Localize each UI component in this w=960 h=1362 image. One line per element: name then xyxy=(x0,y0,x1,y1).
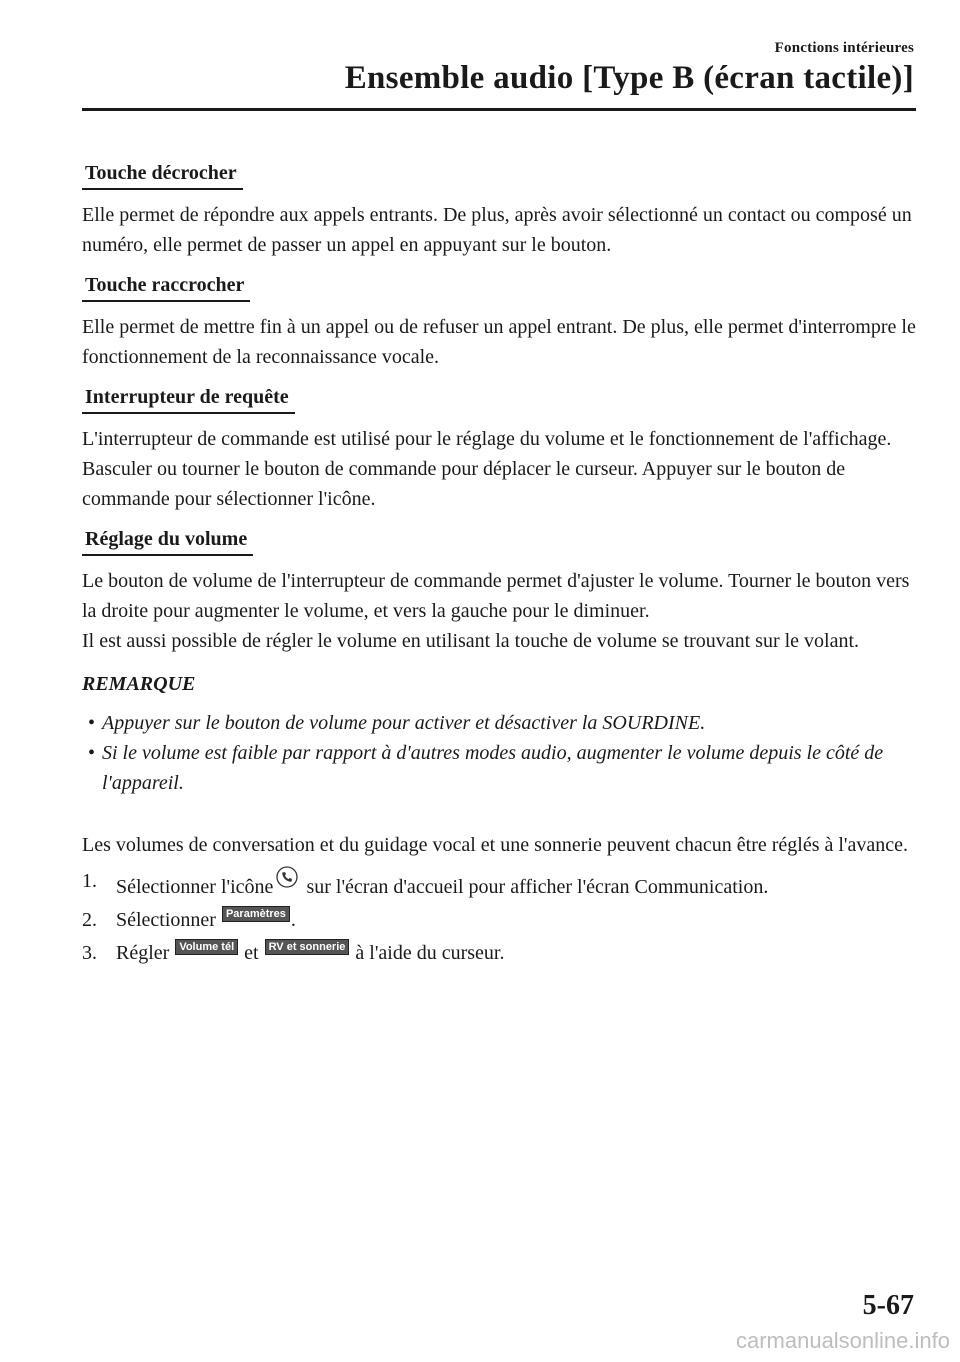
step-text: Régler xyxy=(116,942,170,964)
section-reglage-volume xyxy=(82,526,916,656)
step-text: à l'aide du curseur. xyxy=(355,942,505,964)
section-heading: Touche décrocher xyxy=(82,160,243,190)
page-number: 5-67 xyxy=(862,1290,914,1321)
paragraph: Elle permet de mettre fin à un appel ou de refuser un appel entrant. De plus, elle permet d'interrompre le fonctionnement de la reconnaissance vocale. xyxy=(82,316,916,368)
note-block xyxy=(82,670,916,798)
bullet: • xyxy=(88,712,96,734)
volume-tel-button: Volume tél xyxy=(175,939,238,955)
main-content xyxy=(82,160,916,971)
step-text: Sélectionner l'icône xyxy=(116,876,274,898)
paragraph: Il est aussi possible de régler le volume en utilisant la touche de volume se trouvant sur le volant. xyxy=(82,630,860,652)
step-text: Sélectionner xyxy=(116,909,216,931)
bullet: • xyxy=(88,742,96,764)
section-heading: Réglage du volume xyxy=(82,526,253,556)
step-number: 3. xyxy=(82,942,97,964)
phone-icon xyxy=(276,866,298,888)
step-3 xyxy=(82,938,916,968)
paragraph: L'interrupteur de commande est utilisé pour le réglage du volume et le fonctionnement de l'affichage. Basculer ou tourner le bouton de commande pour déplacer le curseur. Appuyer sur le bouton de commande pour sélectionner l'icône. xyxy=(82,428,892,510)
page-title: Ensemble audio [Type B (écran tactile)] xyxy=(344,60,914,96)
section-heading: Interrupteur de requête xyxy=(82,384,295,414)
step-text: . xyxy=(290,909,296,931)
section-touche-raccrocher xyxy=(82,272,916,372)
header-rule xyxy=(82,108,916,111)
paragraph: Le bouton de volume de l'interrupteur de commande permet d'ajuster le volume. Tourner le bouton vers la droite pour augmenter le volume, et vers la gauche pour le diminuer. xyxy=(82,570,910,622)
step-text: sur l'écran d'accueil pour afficher l'écran Communication. xyxy=(306,876,769,898)
note-text: Si le volume est faible par rapport à d'autres modes audio, augmenter le volume depuis le côté de l'appareil. xyxy=(102,742,884,794)
step-number: 2. xyxy=(82,909,97,931)
note-list xyxy=(82,708,916,798)
note-text: Appuyer sur le bouton de volume pour activer et désactiver la SOURDINE. xyxy=(102,712,706,734)
step-1 xyxy=(82,866,916,902)
section-interrupteur-requete xyxy=(82,384,916,514)
note-item xyxy=(82,708,916,738)
note-title: REMARQUE xyxy=(82,673,196,695)
watermark: carmanualsonline.info xyxy=(735,1328,950,1353)
parametres-button: Paramètres xyxy=(222,906,290,922)
note-item xyxy=(82,738,916,798)
section-touche-decrocher xyxy=(82,160,916,260)
step-2 xyxy=(82,905,916,935)
intro-paragraph: Les volumes de conversation et du guidage vocal et une sonnerie peuvent chacun être réglés à l'avance. xyxy=(82,834,909,856)
header-section-label: Fonctions intérieures xyxy=(774,40,914,56)
paragraph: Elle permet de répondre aux appels entrants. De plus, après avoir sélectionné un contact ou composé un numéro, elle permet de passer un appel en appuyant sur le bouton. xyxy=(82,204,912,256)
step-number: 1. xyxy=(82,870,97,892)
section-heading: Touche raccrocher xyxy=(82,272,250,302)
step-text: et xyxy=(244,942,259,964)
rv-et-sonnerie-button: RV et sonnerie xyxy=(265,939,350,955)
